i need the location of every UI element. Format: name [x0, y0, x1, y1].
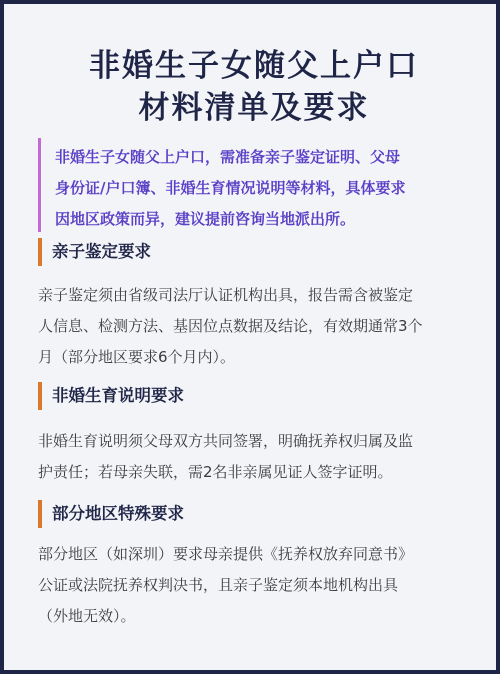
- body-line: 部分地区（如深圳）要求母亲提供《抚养权放弃同意书》: [38, 545, 414, 563]
- body-line: 非婚生育说明须父母双方共同签署，明确抚养权归属及监: [38, 432, 414, 450]
- summary-line: 身份证/户口簿、非婚生育情况说明等材料，具体要求: [55, 179, 406, 197]
- page-title-line-1: 非婚生子女随父上户口: [89, 48, 419, 84]
- page-title-line-2: 材料清单及要求: [138, 90, 370, 126]
- summary-line: 因地区政策而异，建议提前咨询当地派出所。: [55, 210, 356, 228]
- body-line: 护责任；若母亲失联，需2名非亲属见证人签字证明。: [38, 463, 393, 481]
- body-line: 人信息、检测方法、基因位点数据及结论，有效期通常3个: [38, 317, 423, 335]
- body-line: 公证或法院抚养权判决书，且亲子鉴定须本地机构出具: [38, 576, 399, 594]
- section-body-birth-statement: [38, 426, 478, 488]
- summary-callout: [38, 138, 478, 232]
- section-heading-paternity-test: 亲子鉴定要求: [38, 238, 151, 266]
- section-body-paternity-test: [38, 280, 478, 373]
- body-line: 月（部分地区要求6个月内）。: [38, 348, 236, 366]
- section-body-regional-requirements: [38, 539, 478, 632]
- section-heading-regional-requirements: 部分地区特殊要求: [38, 500, 184, 528]
- summary-line: 非婚生子女随父上户口，需准备亲子鉴定证明、父母: [55, 148, 401, 166]
- body-line: 亲子鉴定须由省级司法厅认证机构出具，报告需含被鉴定: [38, 286, 414, 304]
- section-heading-birth-statement: 非婚生育说明要求: [38, 382, 184, 410]
- body-line: （外地无效）。: [38, 607, 136, 625]
